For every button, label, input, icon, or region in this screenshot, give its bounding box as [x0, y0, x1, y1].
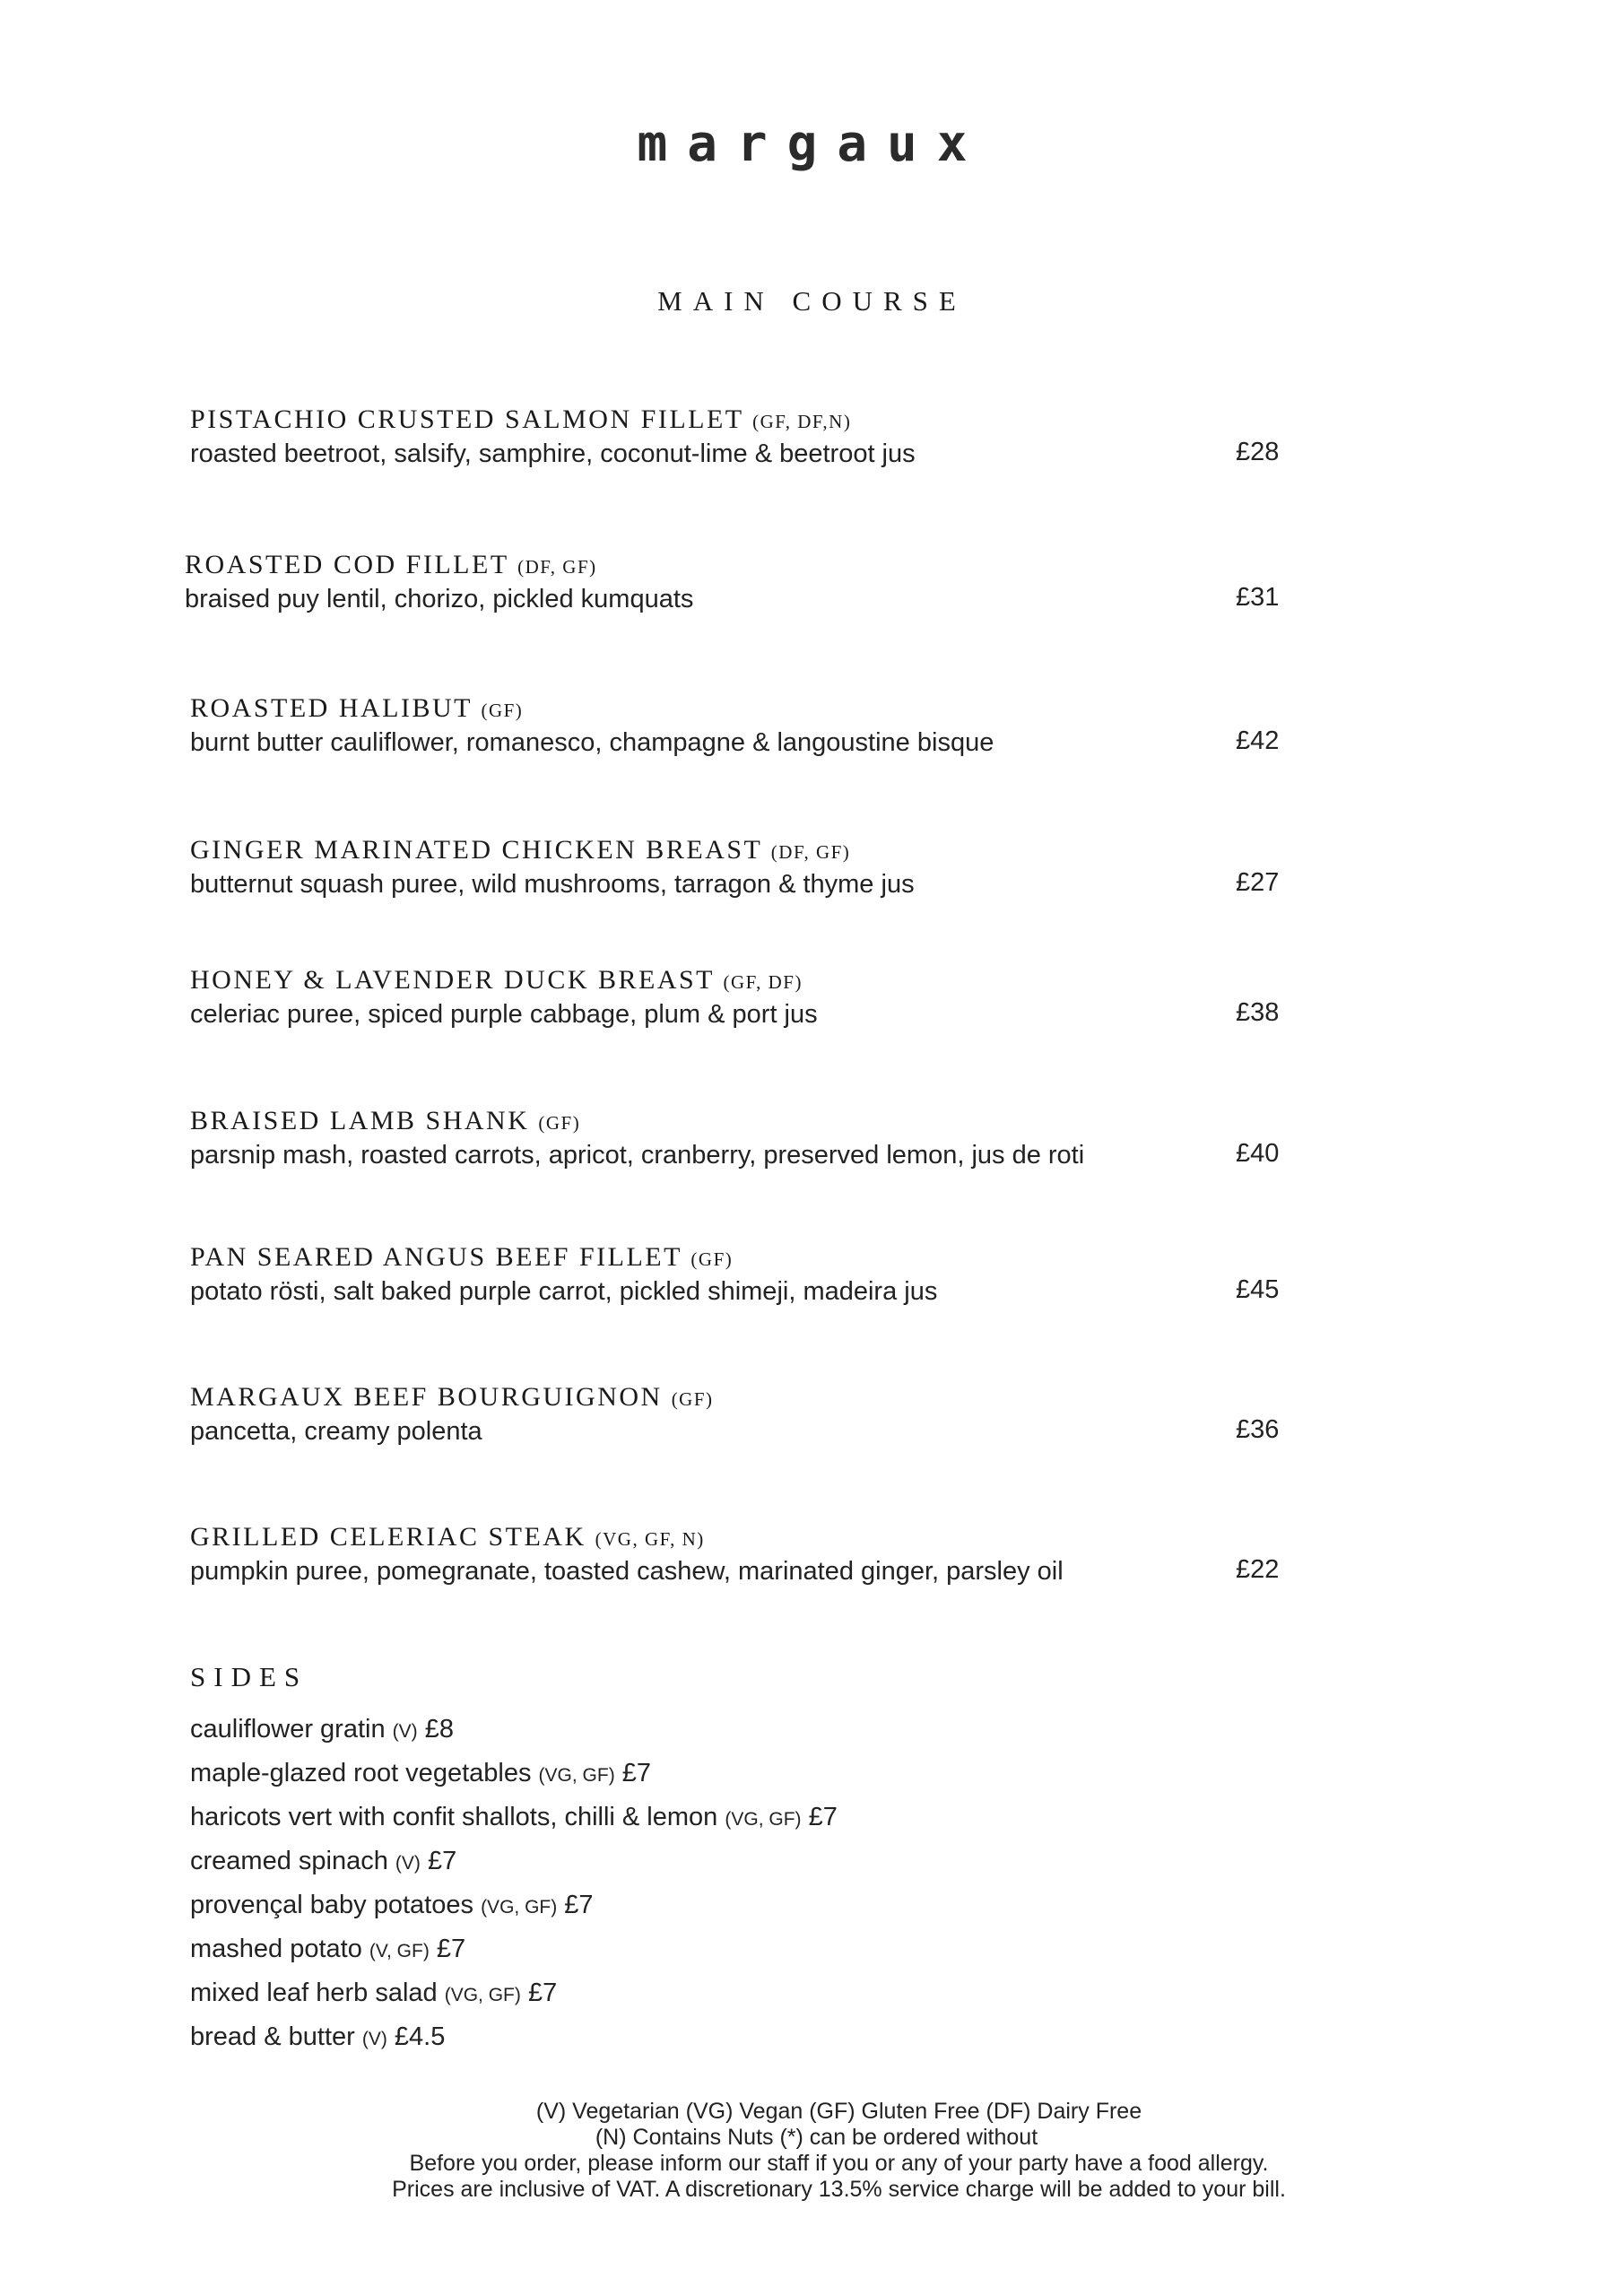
side-item [190, 1840, 838, 1884]
side-price: £7 [564, 1891, 594, 1919]
dish-price: £28 [1236, 438, 1280, 466]
section-title-sides: SIDES [190, 1661, 308, 1692]
dietary-tags: (V) [395, 1853, 421, 1874]
dietary-tags: (V, GF) [369, 1941, 430, 1961]
side-name: haricots vert with confit shallots, chilli & lemon [190, 1803, 718, 1831]
dish-name: GRILLED CELERIAC STEAK [190, 1522, 586, 1552]
allergy-note: Before you order, please inform our staff if you or any of your party have a food allergy. [409, 2151, 1269, 2176]
dietary-tags: (VG, GF) [444, 1985, 521, 2005]
dietary-tags: (VG, GF, N) [595, 1528, 705, 1550]
dietary-tags: (VG, GF) [538, 1765, 615, 1786]
dish-price: £45 [1236, 1275, 1280, 1304]
dietary-tags: (GF) [481, 700, 524, 721]
dish-price: £22 [1236, 1555, 1280, 1584]
dish-description: pancetta, creamy polenta [190, 1417, 482, 1446]
dietary-tags: (VG, GF) [481, 1897, 558, 1918]
side-name: mixed leaf herb salad [190, 1979, 438, 2007]
footer-notes [0, 2099, 1624, 2203]
dish-description: parsnip mash, roasted carrots, apricot, cranberry, preserved lemon, jus de roti [190, 1141, 1085, 1170]
dish-name: ROASTED HALIBUT [190, 693, 473, 723]
dietary-tags: (DF, GF) [517, 556, 597, 578]
dish-name: PISTACHIO CRUSTED SALMON FILLET [190, 404, 744, 434]
side-price: £7 [808, 1803, 838, 1831]
dish-description: butternut squash puree, wild mushrooms, tarragon & thyme jus [190, 870, 915, 899]
dish-item [190, 834, 1356, 900]
dietary-tags: (GF) [690, 1248, 734, 1270]
dish-description: celeriac puree, spiced purple cabbage, plum & port jus [190, 1000, 818, 1029]
side-price: £8 [424, 1715, 454, 1744]
dish-price: £38 [1236, 998, 1280, 1027]
side-name: creamed spinach [190, 1847, 388, 1875]
side-item [190, 1928, 838, 1972]
dish-item [190, 1105, 1356, 1171]
dish-description: braised puy lentil, chorizo, pickled kumquats [185, 585, 694, 613]
dish-price: £40 [1236, 1139, 1280, 1168]
dish-item [190, 964, 1356, 1031]
dietary-tags: (VG, GF) [725, 1809, 802, 1830]
side-name: cauliflower gratin [190, 1715, 386, 1744]
dietary-tags: (V) [392, 1721, 418, 1742]
side-price: £7 [427, 1847, 457, 1875]
dish-description: burnt butter cauliflower, romanesco, champagne & langoustine bisque [190, 728, 994, 757]
side-name: maple-glazed root vegetables [190, 1759, 532, 1787]
dietary-tags: (V) [361, 2029, 387, 2049]
side-price: £7 [527, 1979, 558, 2007]
dish-price: £31 [1236, 583, 1280, 612]
dish-item [190, 1381, 1356, 1448]
dish-item [190, 404, 1356, 470]
dish-price: £36 [1236, 1415, 1280, 1444]
side-name: provençal baby potatoes [190, 1891, 473, 1919]
side-item [190, 1752, 838, 1796]
side-item [190, 1796, 838, 1840]
dietary-legend: (V) Vegetarian (VG) Vegan (GF) Gluten Free (DF) Dairy Free [535, 2099, 1142, 2124]
dietary-tags: (GF) [671, 1388, 714, 1410]
dietary-tags: (GF, DF,N) [752, 411, 852, 432]
dish-name: HONEY & LAVENDER DUCK BREAST [190, 965, 715, 995]
side-price: £4.5 [394, 2022, 446, 2051]
side-item [190, 1972, 838, 2016]
dish-name: PAN SEARED ANGUS BEEF FILLET [190, 1242, 682, 1272]
dish-name: MARGAUX BEEF BOURGUIGNON [190, 1382, 663, 1412]
sides-list [190, 1709, 838, 2060]
dietary-tags: (GF, DF) [723, 971, 803, 993]
side-price: £7 [436, 1935, 466, 1963]
dish-price: £27 [1236, 868, 1280, 897]
dish-item [185, 549, 1350, 615]
side-name: bread & butter [190, 2022, 355, 2051]
dish-name: ROASTED COD FILLET [185, 550, 509, 579]
dish-item [190, 1521, 1356, 1587]
service-charge-note: Prices are inclusive of VAT. A discretionary 13.5% service charge will be added to your bill. [392, 2177, 1286, 2202]
section-title-main-course: MAIN COURSE [657, 285, 967, 317]
side-item [190, 1884, 838, 1928]
dish-description: pumpkin puree, pomegranate, toasted cashew, marinated ginger, parsley oil [190, 1557, 1064, 1586]
dish-name: BRAISED LAMB SHANK [190, 1106, 530, 1135]
dietary-tags: (GF) [538, 1112, 581, 1134]
dietary-tags: (DF, GF) [770, 841, 851, 863]
side-item [190, 1709, 838, 1752]
dish-description: roasted beetroot, salsify, samphire, coconut-lime & beetroot jus [190, 439, 916, 468]
nuts-note: (N) Contains Nuts (*) can be ordered without [595, 2125, 1038, 2150]
side-item [190, 2016, 838, 2060]
dish-description: potato rösti, salt baked purple carrot, pickled shimeji, madeira jus [190, 1277, 938, 1306]
restaurant-logo: margaux [637, 115, 987, 173]
dish-name: GINGER MARINATED CHICKEN BREAST [190, 835, 762, 865]
dish-item [190, 1241, 1356, 1308]
dish-item [190, 692, 1356, 759]
side-price: £7 [621, 1759, 652, 1787]
dish-price: £42 [1236, 726, 1280, 755]
side-name: mashed potato [190, 1935, 362, 1963]
